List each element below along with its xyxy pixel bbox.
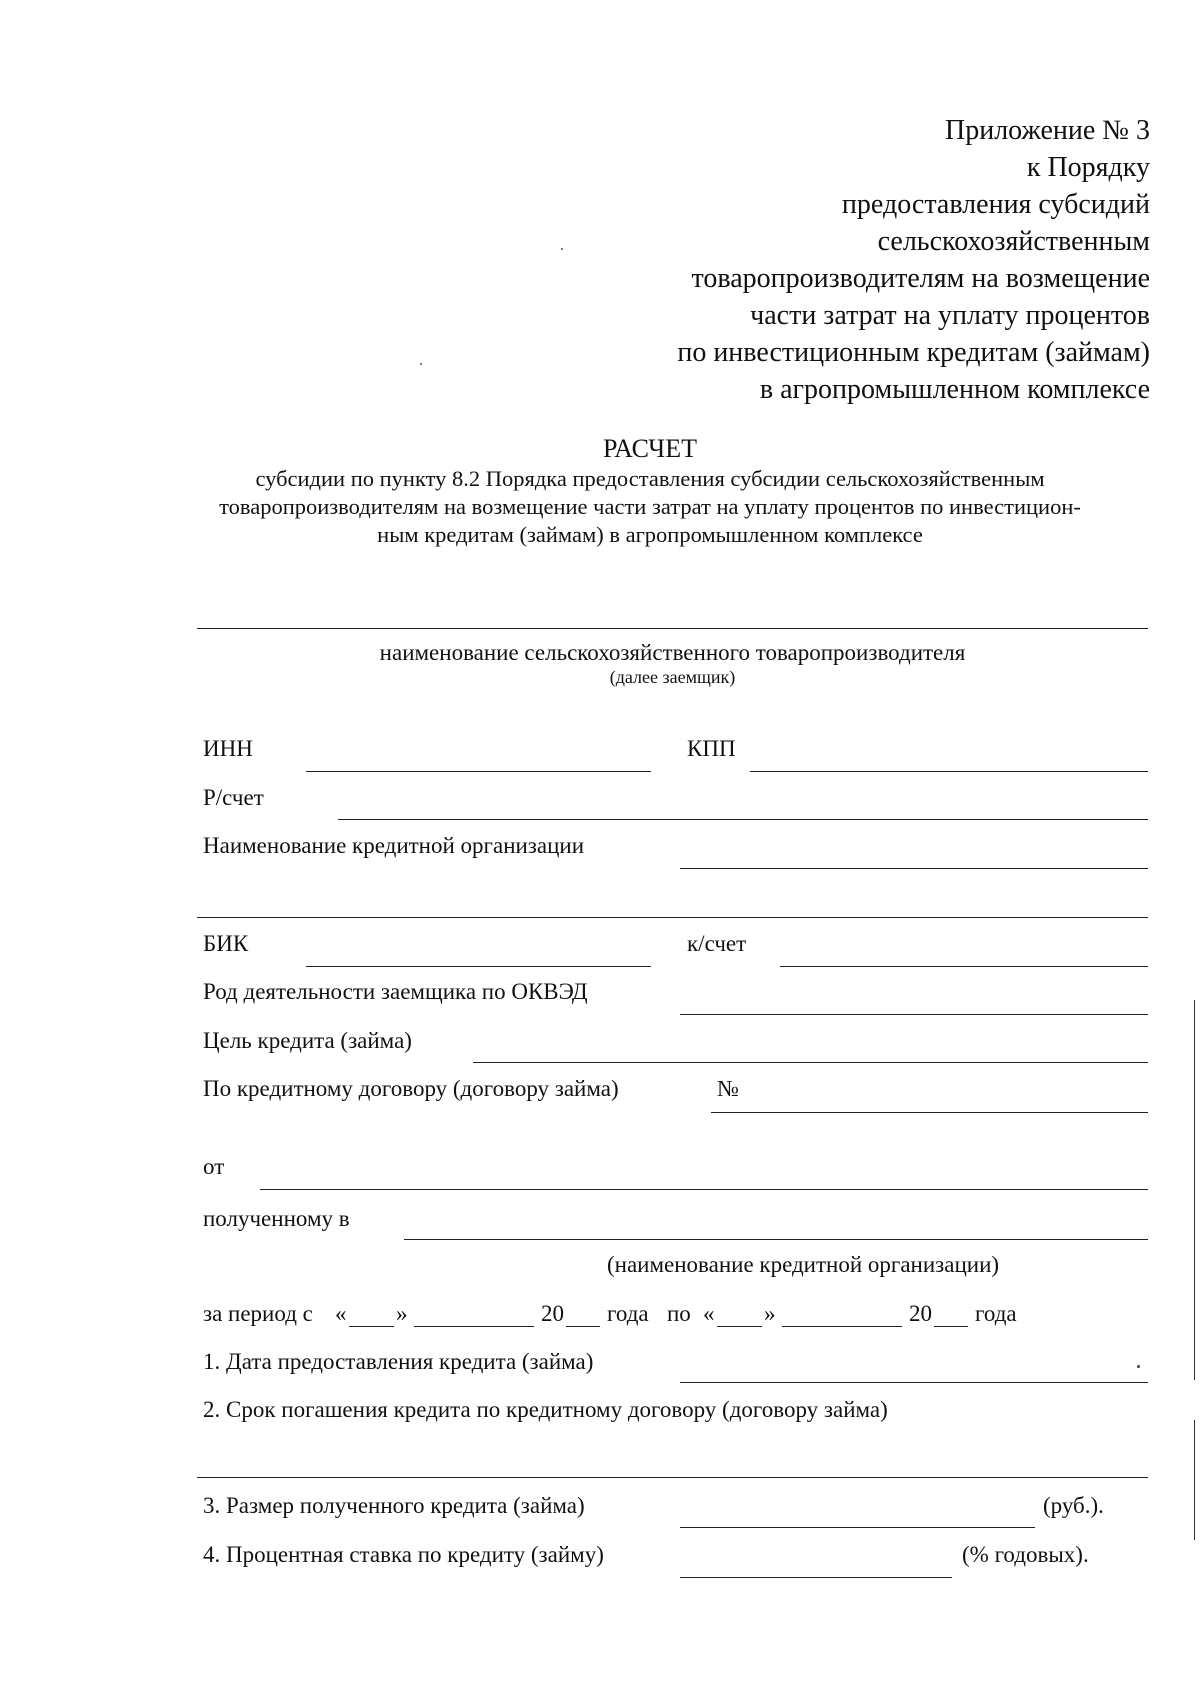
scan-speck: [1137, 1365, 1140, 1368]
header-line-8: в агропромышленном комплексе: [759, 374, 1150, 405]
from-label: от: [203, 1154, 225, 1179]
item-3-field[interactable]: [680, 1527, 1035, 1528]
item-4-unit: (% годовых).: [962, 1542, 1089, 1567]
kpp-label: КПП: [687, 736, 736, 761]
purpose-label: Цель кредита (займа): [203, 1028, 412, 1053]
period-from-close-quote: »: [396, 1301, 408, 1326]
item-1-label: 1. Дата предоставления кредита (займа): [203, 1349, 594, 1374]
contract-label: По кредитному договору (договору займа): [203, 1076, 619, 1101]
period-to-label: по: [667, 1301, 691, 1326]
header-line-7: по инвестиционным кредитам (займам): [677, 337, 1150, 368]
account-label: Р/счет: [203, 785, 264, 810]
header-line-6: части затрат на уплату процентов: [750, 300, 1150, 331]
bik-field[interactable]: [306, 966, 651, 967]
bank-name-label: Наименование кредитной организации: [203, 833, 585, 858]
contract-number-sign: №: [717, 1076, 739, 1101]
purpose-field[interactable]: [473, 1062, 1148, 1063]
item-4-label: 4. Процентная ставка по кредиту (займу): [203, 1542, 604, 1567]
period-to-year-word: года: [975, 1301, 1017, 1326]
header-line-4: сельскохозяйственным: [877, 226, 1150, 257]
header-line-1: Приложение № 3: [945, 115, 1150, 146]
okved-label: Род деятельности заемщика по ОКВЭД: [203, 979, 588, 1004]
item-3-unit: (руб.).: [1043, 1493, 1104, 1518]
item-4-field[interactable]: [680, 1577, 952, 1578]
period-to-year-prefix: 20: [909, 1301, 932, 1326]
contract-date-field[interactable]: [260, 1189, 1148, 1190]
item-3-label: 3. Размер полученного кредита (займа): [203, 1493, 585, 1518]
received-in-label: полученному в: [203, 1206, 350, 1231]
period-from-year-word: года: [607, 1301, 649, 1326]
document-title: РАСЧЕТ: [603, 434, 697, 463]
bank-name-field-continued[interactable]: [197, 917, 1148, 918]
period-label: за период с: [203, 1301, 313, 1326]
title-line-2: товаропроизводителям на возмещение части затрат на уплату процентов по инвестицион-: [219, 494, 1081, 519]
received-bank-field[interactable]: [404, 1239, 1148, 1240]
corr-account-field[interactable]: [780, 966, 1148, 967]
item-2-label: 2. Срок погашения кредита по кредитному договору (договору займа): [203, 1397, 888, 1422]
scan-speck: [420, 363, 422, 365]
scan-edge-line-lower: [1194, 1420, 1195, 1540]
period-from-year-prefix: 20: [541, 1301, 564, 1326]
header-line-2: к Порядку: [1026, 152, 1150, 183]
period-from-month-field[interactable]: [414, 1326, 534, 1327]
inn-field[interactable]: [306, 771, 651, 772]
period-to-open-quote: «: [703, 1301, 715, 1326]
period-from-day-field[interactable]: [349, 1326, 394, 1327]
period-to-day-field[interactable]: [717, 1326, 762, 1327]
item-1-field[interactable]: [680, 1382, 1148, 1383]
scan-edge-line: [1194, 1000, 1195, 1380]
account-field[interactable]: [338, 819, 1148, 820]
title-line-3: ным кредитам (займам) в агропромышленном комплексе: [377, 522, 923, 547]
header-line-3: предоставления субсидий: [841, 189, 1150, 220]
kpp-field[interactable]: [750, 771, 1148, 772]
period-to-month-field[interactable]: [782, 1326, 902, 1327]
item-2-field[interactable]: [197, 1477, 1148, 1478]
borrower-caption: наименование сельскохозяйственного товаропроизводителя: [379, 640, 966, 665]
inn-label: ИНН: [203, 736, 253, 761]
corr-account-label: к/счет: [687, 931, 747, 956]
okved-field[interactable]: [680, 1014, 1148, 1015]
contract-number-field[interactable]: [711, 1112, 1148, 1113]
bank-name-field[interactable]: [680, 868, 1148, 869]
bik-label: БИК: [203, 931, 249, 956]
borrower-name-line[interactable]: [197, 628, 1148, 629]
period-from-open-quote: «: [335, 1301, 347, 1326]
period-to-close-quote: »: [764, 1301, 776, 1326]
period-to-year-field[interactable]: [934, 1326, 968, 1327]
period-from-year-field[interactable]: [566, 1326, 600, 1327]
bank-caption: (наименование кредитной организации): [607, 1252, 1000, 1277]
header-line-5: товаропроизводителям на возмещение: [691, 263, 1150, 294]
appendix-header: [677, 112, 1150, 408]
title-line-1: субсидии по пункту 8.2 Порядка предоставления субсидии сельскохозяйственным: [255, 466, 1045, 491]
borrower-subcaption: (далее заемщик): [609, 667, 736, 687]
scan-speck: [561, 248, 563, 250]
